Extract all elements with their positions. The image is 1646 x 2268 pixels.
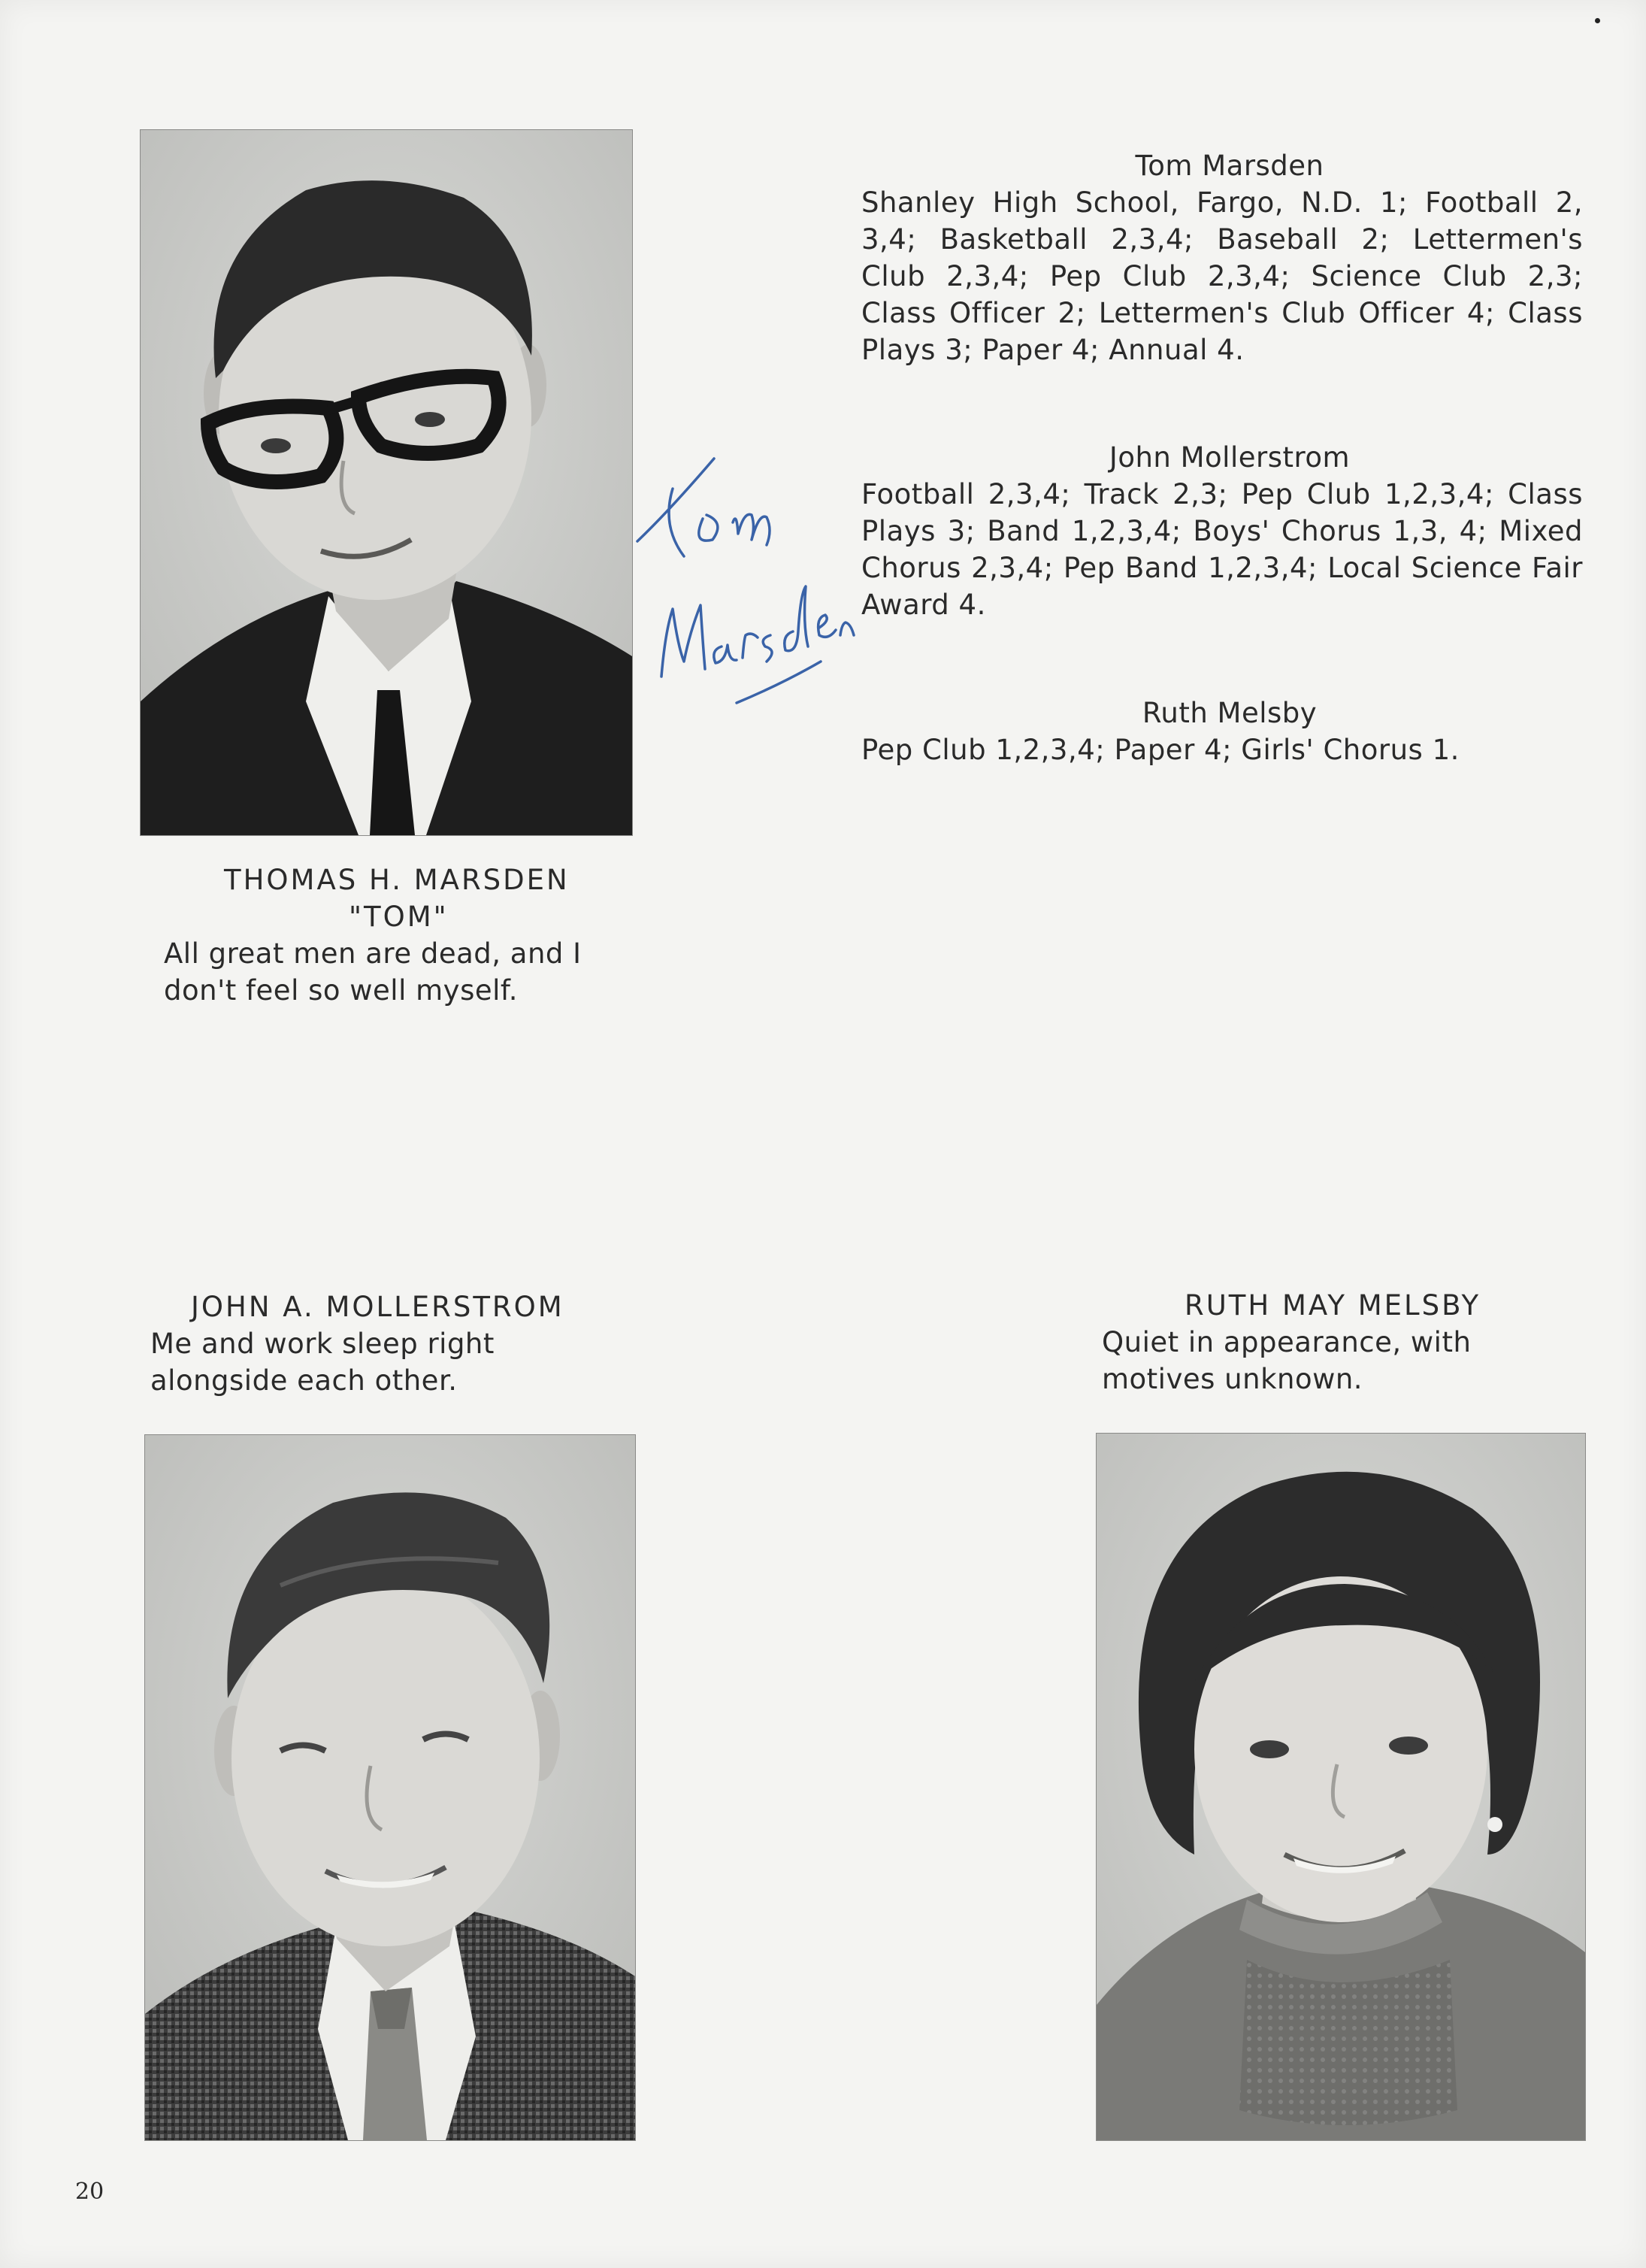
bio-john-mollerstrom — [861, 439, 1583, 623]
senior-name: THOMAS H. MARSDEN — [224, 864, 570, 896]
caption-thomas-marsden — [164, 861, 645, 1009]
senior-name: JOHN A. MOLLERSTROM — [191, 1291, 564, 1323]
senior-quote: Quiet in appearance, with motives unknown. — [1102, 1326, 1472, 1395]
bio-name: Tom Marsden — [1135, 150, 1324, 182]
portrait-photo-ruth-melsby — [1096, 1433, 1586, 2141]
bio-activities: Shanley High School, Fargo, N.D. 1; Football 2, 3,4; Basketball 2,3,4; Baseball 2; Lettermen's Club 2,3,4; Pep Club 2,3,4; Science Club 2,3; Class Officer 2; Lettermen's Club Officer 4; Class Plays 3; Paper 4; Annual 4. — [861, 186, 1583, 366]
handwritten-signature — [631, 444, 857, 714]
bio-tom-marsden — [861, 147, 1583, 368]
bio-name: John Mollerstrom — [1109, 441, 1351, 474]
bio-activities: Pep Club 1,2,3,4; Paper 4; Girls' Chorus 1. — [861, 734, 1460, 766]
senior-quote: All great men are dead, and I don't feel so well myself. — [164, 937, 582, 1007]
senior-quote: Me and work sleep right alongside each other. — [150, 1328, 495, 1397]
senior-nickname: "TOM" — [349, 901, 449, 933]
page-number: 20 — [75, 2179, 104, 2205]
paper-speck — [1595, 18, 1600, 23]
caption-ruth-melsby — [1102, 1287, 1583, 1397]
caption-john-mollerstrom — [150, 1288, 631, 1399]
portrait-photo-thomas-marsden — [140, 129, 633, 836]
bio-activities: Football 2,3,4; Track 2,3; Pep Club 1,2,3,4; Class Plays 3; Band 1,2,3,4; Boys' Chorus 1,3, 4; Mixed Chorus 2,3,4; Pep Band 1,2,3,4; Local Science Fair Award 4. — [861, 478, 1583, 621]
bio-name: Ruth Melsby — [1142, 697, 1318, 729]
portrait-photo-john-mollerstrom — [144, 1434, 636, 2141]
bio-ruth-melsby — [861, 695, 1583, 768]
senior-name: RUTH MAY MELSBY — [1185, 1289, 1481, 1322]
